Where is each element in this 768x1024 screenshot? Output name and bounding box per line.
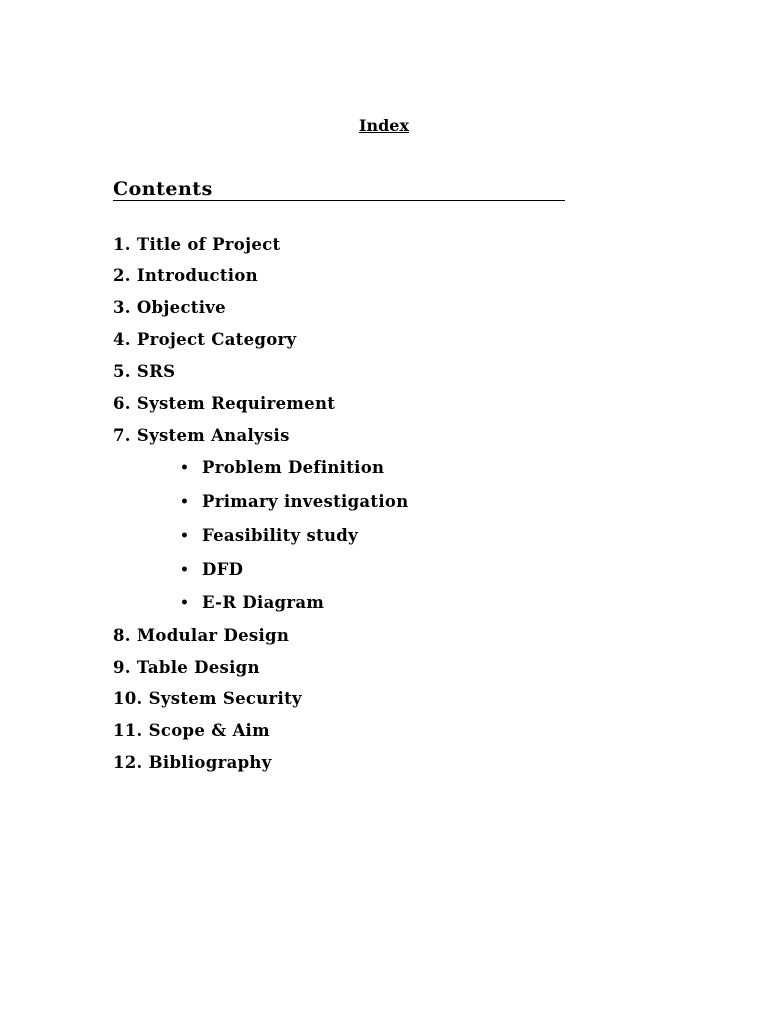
toc-item-introduction: 2. Introduction xyxy=(113,266,258,285)
toc-item-srs: 5. SRS xyxy=(113,362,176,381)
bullet-icon: • xyxy=(180,528,190,544)
toc-subitem-problem-definition xyxy=(180,458,384,478)
bullet-icon: • xyxy=(180,460,190,476)
toc-item-title-of-project: 1. Title of Project xyxy=(113,235,281,254)
toc-item-system-requirement: 6. System Requirement xyxy=(113,394,336,413)
toc-subitem-label: E-R Diagram xyxy=(202,593,325,612)
toc-item-system-analysis: 7. System Analysis xyxy=(113,426,290,445)
toc-item-objective: 3. Objective xyxy=(113,298,226,317)
toc-subitem-label: Problem Definition xyxy=(202,458,385,477)
toc-subitem-primary-investigation xyxy=(180,492,409,512)
toc-subitem-er-diagram xyxy=(180,593,324,613)
index-title-text: Index xyxy=(358,116,410,135)
toc-item-bibliography: 12. Bibliography xyxy=(113,753,272,772)
bullet-icon: • xyxy=(180,595,190,611)
toc-item-scope-aim: 11. Scope & Aim xyxy=(113,721,270,740)
toc-item-modular-design: 8. Modular Design xyxy=(113,626,290,645)
toc-subitem-feasibility-study xyxy=(180,526,358,546)
bullet-icon: • xyxy=(180,562,190,578)
toc-subitem-label: Feasibility study xyxy=(202,526,358,545)
contents-heading: Contents xyxy=(113,178,565,201)
toc-subitem-label: DFD xyxy=(202,560,244,579)
bullet-icon: • xyxy=(180,494,190,510)
toc-subitem-dfd xyxy=(180,560,243,580)
toc-subitem-label: Primary investigation xyxy=(202,492,409,511)
toc-item-project-category: 4. Project Category xyxy=(113,330,297,349)
index-title xyxy=(0,116,768,135)
toc-item-table-design: 9. Table Design xyxy=(113,658,260,677)
toc-item-system-security: 10. System Security xyxy=(113,689,302,708)
